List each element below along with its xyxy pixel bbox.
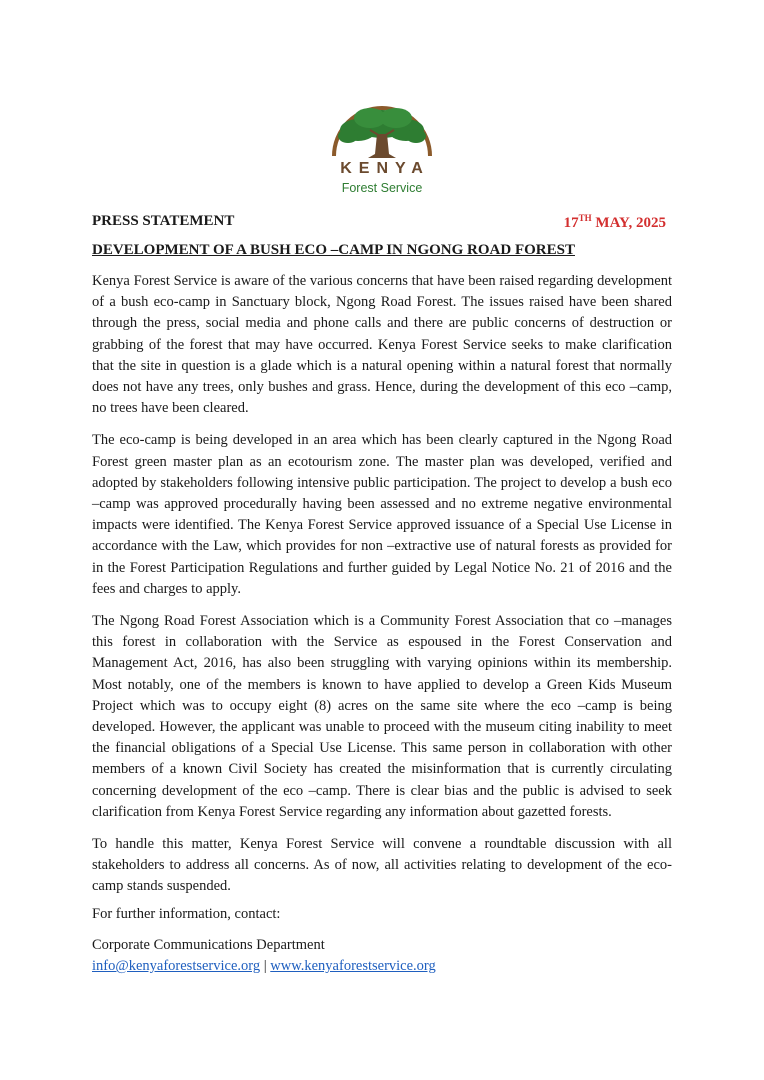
page-title: DEVELOPMENT OF A BUSH ECO –CAMP IN NGONG ROAD FOREST: [92, 242, 575, 258]
logo-kenya-text: KENYA: [340, 160, 430, 177]
contact-intro: For further information, contact:: [92, 906, 281, 922]
paragraph-1: Kenya Forest Service is aware of the various concerns that have been raised regarding development of a bush eco-camp in Sanctuary block, Ngong Road Forest. The issues raised have been shared through the press, social media and phone calls and there are public concerns of destruction or grabbing of the forest that may have occurred. Kenya Forest Service seeks to make clarification that the site in question is a glade which is a natural opening within a natural forest that normally does not have any trees, only bushes and grass. Hence, during the development of this eco –camp, no trees have been cleared.: [92, 273, 672, 417]
press-statement-label: PRESS STATEMENT: [92, 213, 235, 229]
date-suffix: TH: [578, 213, 592, 223]
contact-department: Corporate Communications Department: [92, 937, 325, 953]
paragraph-2: The eco-camp is being developed in an area which has been clearly captured in the Ngong Road Forest green master plan as an ecotourism zone. The master plan was developed, verified and adopted by stakeholders following intensive public participation. The project to develop a bush eco –camp was approved procedurally having been assessed and no extreme negative environmental impacts were identified. The Kenya Forest Service approved issuance of a Special Use License in accordance with the Law, which provides for non –extractive use of natural forests as provided for in the Forest Participation Regulations and further guided by Legal Notice No. 21 of 2016 and the fees and charges to apply.: [92, 432, 672, 597]
logo-forest-service-text: Forest Service: [341, 181, 423, 195]
contact-links: [92, 956, 436, 977]
date-day: 17: [563, 215, 579, 231]
website-link[interactable]: www.kenyaforestservice.org: [270, 958, 436, 974]
paragraph-3: The Ngong Road Forest Association which is a Community Forest Association that co –manages this forest in collaboration with the Service as espoused in the Forest Conservation and Management Act, 2016, has also been struggling with varying opinions within its membership. Most notably, one of the members is known to have applied to develop a Green Kids Museum Project which was to occupy eight (8) acres on the same site where the eco –camp is being developed. However, the applicant was unable to proceed with the museum citing inability to meet the financial obligations of a Special Use License. This same person in collaboration with other members of a known Civil Society has created the misinformation that is currently circulating concerning development of the eco –camp. There is clear bias and the public is advised to seek clarification from Kenya Forest Service regarding any information about gazetted forests.: [92, 613, 672, 820]
statement-body: [92, 271, 672, 909]
statement-header: [92, 213, 666, 235]
email-link[interactable]: info@kenyaforestservice.org: [92, 958, 261, 974]
date-month-year: MAY, 2025: [591, 215, 666, 231]
link-separator: |: [260, 958, 271, 974]
statement-date: [564, 213, 666, 232]
paragraph-4: To handle this matter, Kenya Forest Service will convene a roundtable discussion with all stakeholders to address all concerns. As of now, all activities relating to development of the eco-camp stands suspended.: [92, 836, 672, 895]
kenya-forest-service-logo: [322, 90, 442, 202]
